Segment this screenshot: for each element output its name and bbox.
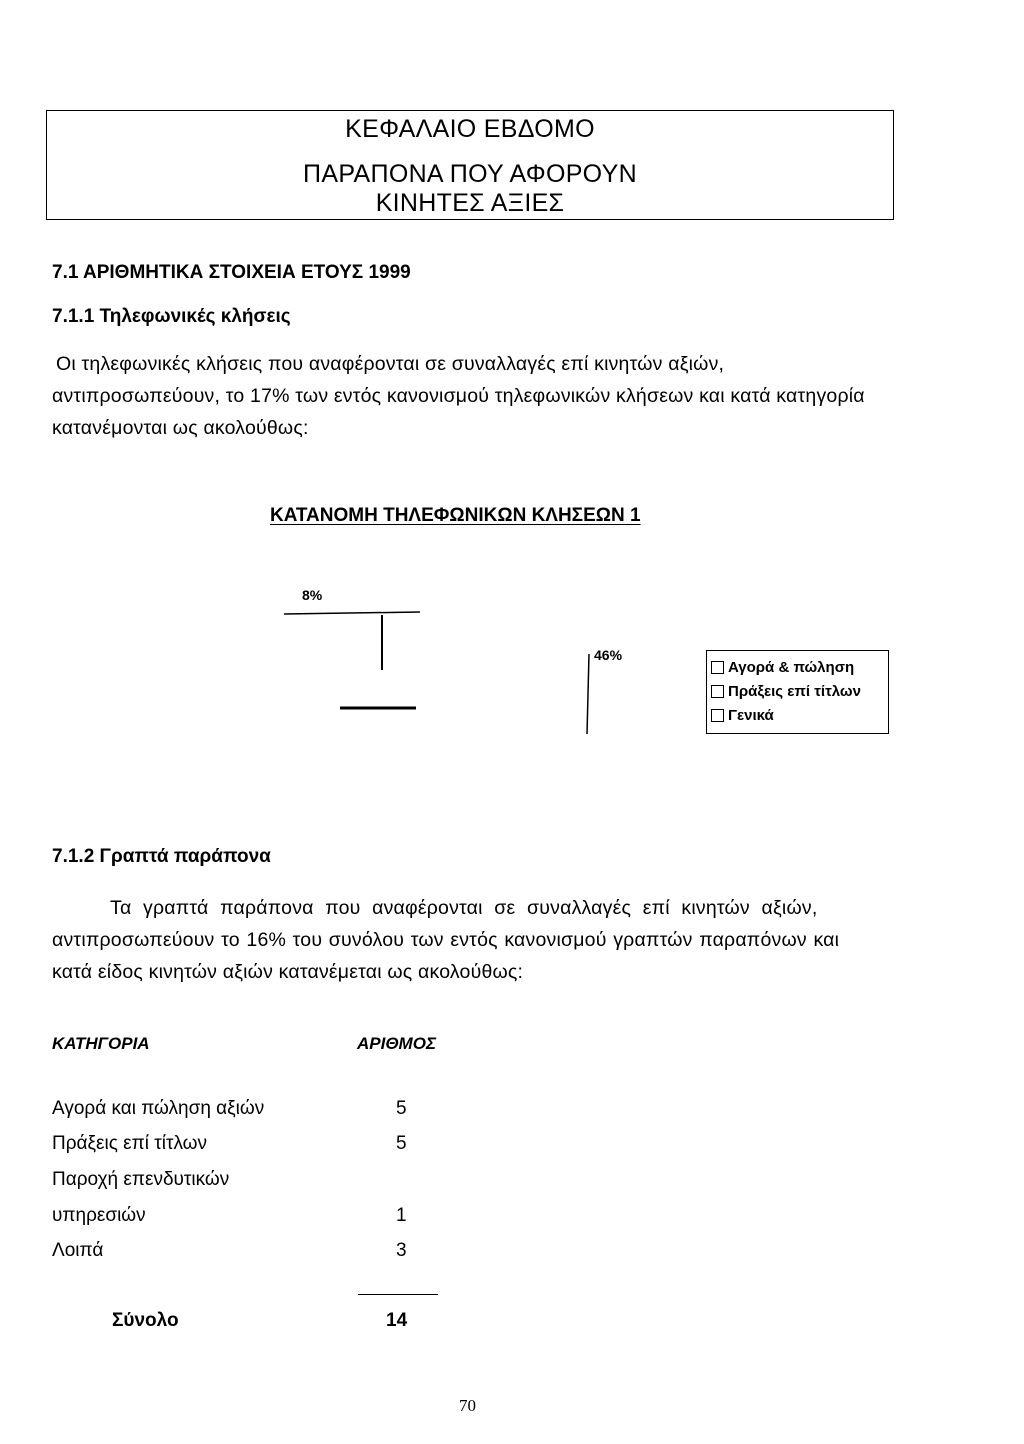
- table-row-value: 1: [396, 1205, 407, 1226]
- pie-leader-line: [284, 612, 420, 614]
- data-label-46: 46%: [594, 647, 623, 663]
- legend-label: Πράξεις επί τίτλων: [728, 682, 861, 700]
- legend-item: [711, 703, 888, 727]
- section-7-1-1-title: 7.1.1 Τηλεφωνικές κλήσεις: [52, 306, 291, 327]
- chapter-title-line-2: ΚΙΝΗΤΕΣ ΑΞΙΕΣ: [375, 189, 565, 217]
- section-7-1-title: 7.1 ΑΡΙΘΜΗΤΙΚΑ ΣΤΟΙΧΕΙΑ ΕΤΟΥΣ 1999: [52, 262, 411, 283]
- table-row-label: υπηρεσιών: [52, 1205, 146, 1226]
- chart-legend: [706, 650, 889, 734]
- chapter-title-box: [46, 110, 894, 220]
- section-7-1-2-paragraph: [52, 892, 912, 988]
- paragraph-line: Οι τηλεφωνικές κλήσεις που αναφέρονται σε συναλλαγές επί κινητών αξιών,: [56, 353, 725, 375]
- section-7-1-2-title: 7.1.2 Γραπτά παράπονα: [52, 846, 271, 867]
- chart-title: ΚΑΤΑΝΟΜΗ ΤΗΛΕΦΩΝΙΚΩΝ ΚΛΗΣΕΩΝ 1: [270, 505, 641, 526]
- page-number: 70: [459, 1396, 476, 1415]
- chapter-heading: ΚΕΦΑΛΑΙΟ ΕΒΔΟΜΟ: [345, 115, 595, 143]
- table-row-value: 5: [396, 1133, 407, 1154]
- legend-item: [711, 655, 888, 679]
- legend-label: Γενικά: [728, 706, 774, 724]
- chapter-title-line-1: ΠΑΡΑΠΟΝΑ ΠΟΥ ΑΦΟΡΟΥΝ: [303, 160, 637, 188]
- paragraph-line: αντιπροσωπεύουν, το 17% των εντός κανονισμού τηλεφωνικών κλήσεων και κατά κατηγορία: [52, 385, 865, 407]
- paragraph-line: αντιπροσωπεύουν το 16% του συνόλου των εντός κανονισμού γραπτών παραπόνων και: [52, 929, 840, 951]
- paragraph-line: κατά είδος κινητών αξιών κατανέμεται ως ακολούθως:: [52, 961, 524, 983]
- paragraph-line: κατανέμονται ως ακολούθως:: [52, 417, 309, 439]
- legend-swatch: [711, 709, 724, 722]
- table-row-label: Πράξεις επί τίτλων: [52, 1133, 208, 1154]
- paragraph-line: Τα γραπτά παράπονα που αναφέρονται σε συναλλαγές επί κινητών αξιών,: [110, 897, 818, 919]
- legend-item: [711, 679, 888, 703]
- data-label-8: 8%: [302, 587, 323, 603]
- total-divider: [358, 1294, 438, 1295]
- table-header-number: ΑΡΙΘΜΟΣ: [357, 1034, 436, 1053]
- table-row-value: 3: [396, 1240, 407, 1261]
- table-row-value: 5: [396, 1098, 407, 1119]
- legend-swatch: [711, 685, 724, 698]
- table-header-category: ΚΑΤΗΓΟΡΙΑ: [52, 1034, 150, 1053]
- section-7-1-1-paragraph: [52, 348, 912, 444]
- table-row-label: Παροχή επενδυτικών: [52, 1169, 230, 1190]
- table-row-label: Αγορά και πώληση αξιών: [52, 1098, 265, 1119]
- pie-chart: [270, 570, 690, 770]
- pie-leader-line: [587, 654, 589, 734]
- legend-label: Αγορά & πώληση: [728, 658, 855, 676]
- table-row-label: Λοιπά: [52, 1240, 104, 1261]
- table-total-value: 14: [386, 1310, 408, 1331]
- table-total-label: Σύνολο: [112, 1310, 179, 1331]
- legend-swatch: [711, 661, 724, 674]
